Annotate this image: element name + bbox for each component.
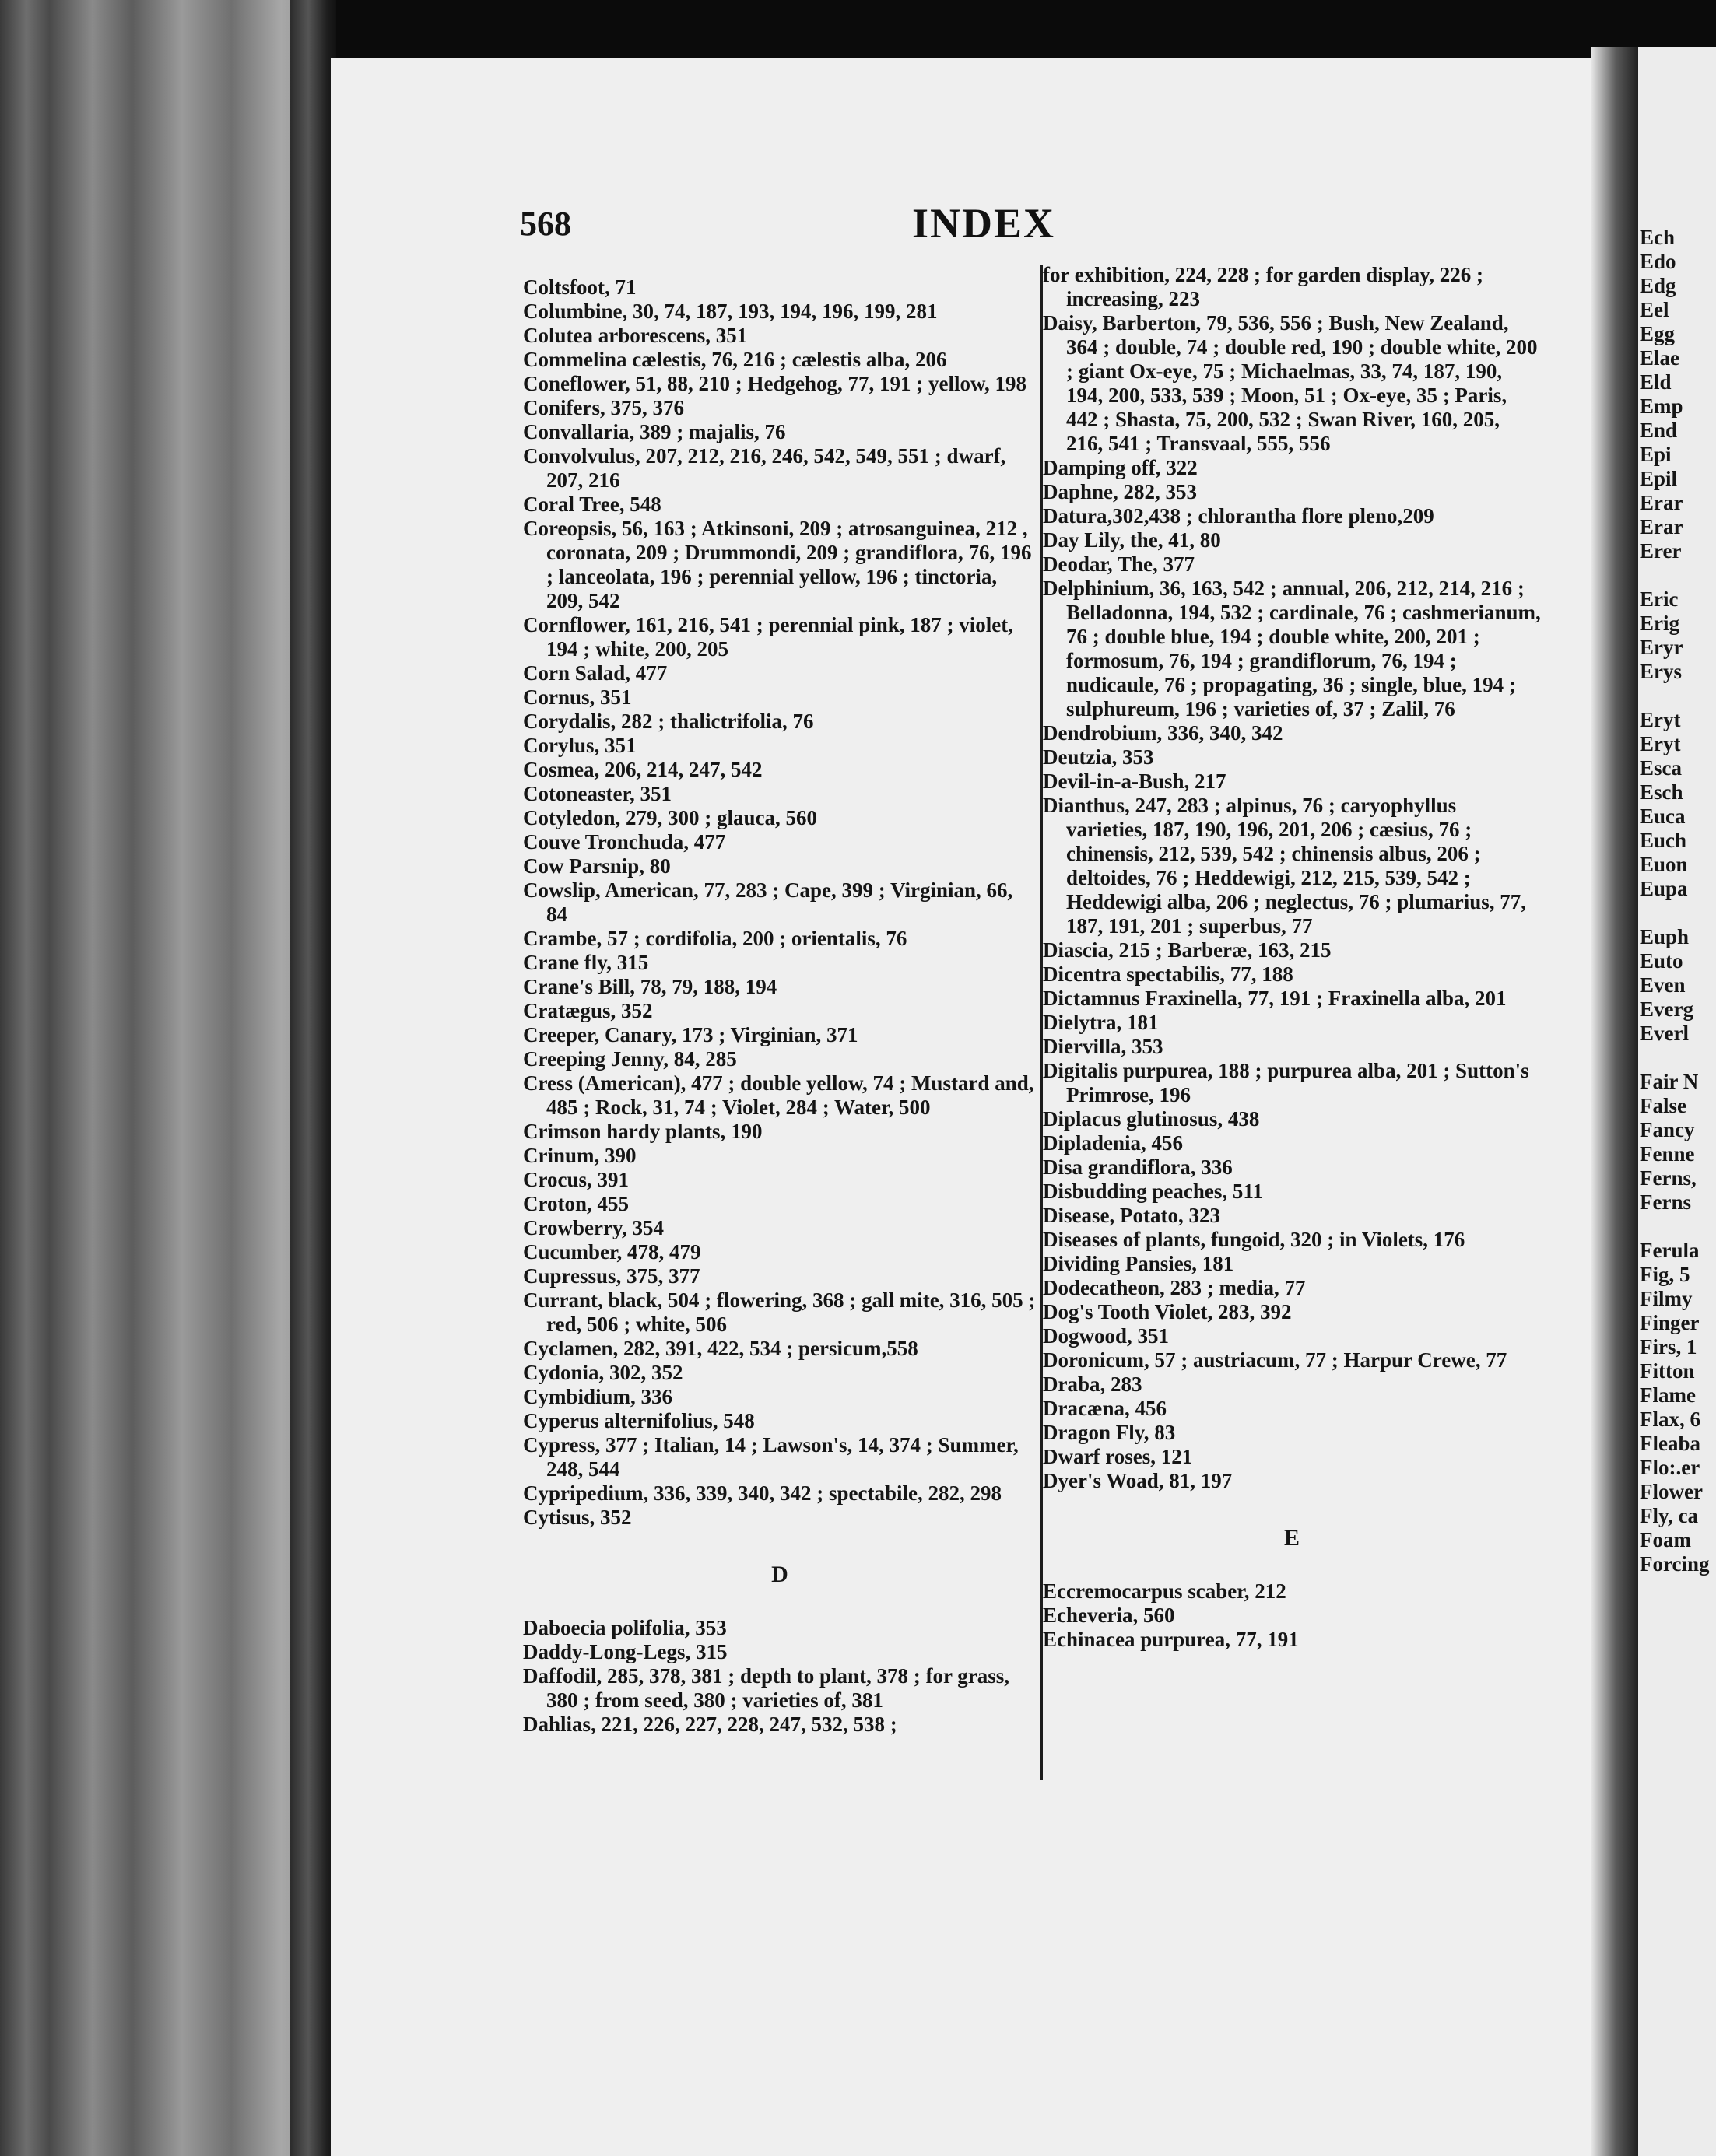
next-page-fragment: Fancy [1640,1118,1695,1141]
index-entry: Dogwood, 351 [1043,1324,1170,1348]
next-page-fragment: Firs, 1 [1640,1335,1697,1358]
index-entry: Cowslip, American, 77, 283 ; Cape, 399 ; Virginian, 66, 84 [523,878,1013,926]
index-entry: Dog's Tooth Violet, 283, 392 [1043,1300,1292,1323]
next-page-edge [1638,47,1716,2156]
index-entry: Croton, 455 [523,1192,630,1215]
index-entry: Cyperus alternifolius, 548 [523,1409,755,1432]
index-entry: Daboecia polifolia, 353 [523,1616,727,1639]
index-entry: Coral Tree, 548 [523,493,661,516]
next-page-fragment: Euph [1640,925,1690,948]
next-page-fragment: Fair N [1640,1070,1699,1093]
next-page-fragment: Epil [1640,467,1678,490]
next-page-fragment: Eel [1640,298,1669,321]
index-entry: Coltsfoot, 71 [523,275,637,299]
index-entry: Crimson hardy plants, 190 [523,1120,763,1143]
next-page-fragment: Eric [1640,587,1679,611]
index-column-right [1043,263,1541,1652]
index-entry: Crane fly, 315 [523,951,649,974]
index-entry: Commelina cælestis, 76, 216 ; cælestis alba, 206 [523,348,947,371]
index-entry: Cypress, 377 ; Italian, 14 ; Lawson's, 14, 374 ; Summer, 248, 544 [523,1433,1019,1481]
next-page-fragment: False [1640,1094,1686,1117]
next-page-fragment: Finger [1640,1311,1700,1334]
index-entry: Echeveria, 560 [1043,1604,1175,1627]
index-entry: Couve Tronchuda, 477 [523,830,726,854]
next-page-fragment: Euch [1640,829,1687,852]
next-page-fragment: Eld [1640,370,1672,394]
index-entry: Echinacea purpurea, 77, 191 [1043,1628,1299,1651]
spine-shadow [290,0,336,2156]
index-entry: Cupressus, 375, 377 [523,1264,700,1288]
index-entry: Colutea arborescens, 351 [523,324,748,347]
index-entry: Dipladenia, 456 [1043,1131,1184,1155]
index-entry: Corn Salad, 477 [523,661,668,685]
next-page-fragment: Eryr [1640,636,1683,659]
index-entry: Daisy, Barberton, 79, 536, 556 ; Bush, New Zealand, 364 ; double, 74 ; double red, 190 ; double white, 200 ; giant Ox-eye, 75 ; Michaelmas, 33, 74, 187, 190, 194, 200, 533, 539 ; Moon, 51 ; Ox-eye, 35 ; Paris, 442 ; Shasta, 75, 200, 532 ; Swan River, 160, 205, 216, 541 ; Transvaal, 555, 556 [1043,311,1538,455]
index-entry: Dwarf roses, 121 [1043,1445,1193,1468]
next-page-fragment: Fleaba [1640,1432,1700,1455]
next-page-fragment: Emp [1640,394,1683,418]
index-entry: Cornflower, 161, 216, 541 ; perennial pink, 187 ; violet, 194 ; white, 200, 205 [523,613,1014,661]
next-page-fragment: Edo [1640,250,1676,273]
index-entry: Cytisus, 352 [523,1506,632,1529]
index-entry: Coneflower, 51, 88, 210 ; Hedgehog, 77, 191 ; yellow, 198 [523,372,1026,395]
index-entry: Diascia, 215 ; Barberæ, 163, 215 [1043,938,1332,962]
next-page-fragment: Ferula [1640,1239,1700,1262]
index-entry: Crane's Bill, 78, 79, 188, 194 [523,975,777,998]
index-entry: Dracæna, 456 [1043,1397,1167,1420]
index-entry: Corydalis, 282 ; thalictrifolia, 76 [523,710,814,733]
index-entry: Daphne, 282, 353 [1043,480,1198,503]
index-entry: Creeping Jenny, 84, 285 [523,1047,737,1071]
next-page-fragment: Esca [1640,756,1682,780]
next-page-fragment: Esch [1640,780,1683,804]
next-page-fragment: Euon [1640,853,1688,876]
index-entry: Dicentra spectabilis, 77, 188 [1043,962,1293,986]
index-entry: Cornus, 351 [523,685,632,709]
index-entry: Deodar, The, 377 [1043,552,1195,576]
index-entry: Cosmea, 206, 214, 247, 542 [523,758,763,781]
next-page-fragment: Erar [1640,491,1683,514]
index-entry: Dodecatheon, 283 ; media, 77 [1043,1276,1306,1299]
index-entry: Eccremocarpus scaber, 212 [1043,1579,1286,1603]
index-entry: Datura,302,438 ; chlorantha flore pleno,209 [1043,504,1434,528]
index-entry: Diervilla, 353 [1043,1035,1163,1058]
next-page-fragment: Euca [1640,805,1686,828]
next-page-fragment: Erar [1640,515,1683,538]
index-entry: Conifers, 375, 376 [523,396,684,419]
next-page-fragment: Flax, 6 [1640,1408,1700,1431]
index-entry: Deutzia, 353 [1043,745,1154,769]
next-page-fragment: Ferns [1640,1190,1691,1214]
next-page-fragment: Edg [1640,274,1676,297]
index-entry: Convallaria, 389 ; majalis, 76 [523,420,786,443]
index-entry: Crocus, 391 [523,1168,630,1191]
index-entry: Dividing Pansies, 181 [1043,1252,1234,1275]
next-page-fragment: Euto [1640,949,1683,973]
index-entry: Dictamnus Fraxinella, 77, 191 ; Fraxinella alba, 201 [1043,987,1507,1010]
next-page-fragment: Elae [1640,346,1679,370]
next-page-fragment: Erig [1640,612,1679,635]
index-entry: Convolvulus, 207, 212, 216, 246, 542, 549, 551 ; dwarf, 207, 216 [523,444,1006,492]
index-entry: Currant, black, 504 ; flowering, 368 ; gall mite, 316, 505 ; red, 506 ; white, 506 [523,1288,1036,1336]
index-entry: Disease, Potato, 323 [1043,1204,1220,1227]
next-page-fragment: Forcing [1640,1552,1710,1576]
next-page-fragment: Eryt [1640,732,1681,755]
next-page-fragment: Epi [1640,443,1672,466]
next-page-fragment: Fenne [1640,1142,1695,1166]
index-entry: Cymbidium, 336 [523,1385,673,1408]
next-page-fragment: Everg [1640,997,1693,1021]
index-entry: Doronicum, 57 ; austriacum, 77 ; Harpur Crewe, 77 [1043,1348,1507,1372]
index-entry: Dragon Fly, 83 [1043,1421,1176,1444]
page-number: 568 [520,205,571,243]
index-entry: Cypripedium, 336, 339, 340, 342 ; spectabile, 282, 298 [523,1481,1002,1505]
next-page-fragment: Fitton [1640,1359,1695,1383]
next-page-fragment: Erys [1640,660,1682,683]
next-page-fragment: Flame [1640,1383,1696,1407]
index-entry: Dahlias, 221, 226, 227, 228, 247, 532, 538 ; [523,1713,897,1736]
index-entry: Digitalis purpurea, 188 ; purpurea alba, 201 ; Sutton's Primrose, 196 [1043,1059,1529,1106]
next-page-fragment: Filmy [1640,1287,1693,1310]
index-entry: Cress (American), 477 ; double yellow, 74 ; Mustard and, 485 ; Rock, 31, 74 ; Violet, 284 ; Water, 500 [523,1071,1034,1119]
index-entry: Corylus, 351 [523,734,637,757]
index-entry: Devil-in-a-Bush, 217 [1043,769,1226,793]
index-entry: for exhibition, 224, 228 ; for garden display, 226 ; increasing, 223 [1043,263,1484,310]
index-entry: Columbine, 30, 74, 187, 193, 194, 196, 199, 281 [523,300,938,323]
index-entry: Disa grandiflora, 336 [1043,1155,1233,1179]
page-title: INDEX [912,200,1056,247]
next-page-fragment: Eupa [1640,877,1688,900]
next-page-fragment: Foam [1640,1528,1691,1551]
next-page-fragment: End [1640,419,1678,442]
index-column-left [523,275,1037,1737]
index-entry: Delphinium, 36, 163, 542 ; annual, 206, 212, 214, 216 ; Belladonna, 194, 532 ; cardinale, 76 ; cashmerianum, 76 ; double blue, 194 ; double white, 200, 201 ; formosum, 76, 194 ; grandiflorum, 76, 194 ; nudicaule, 76 ; propagating, 36 ; single, blue, 194 ; sulphureum, 196 ; varieties of, 37 ; Zalil, 76 [1043,577,1541,720]
section-heading-e: E [1283,1525,1300,1551]
index-entry: Crinum, 390 [523,1144,637,1167]
index-entry: Creeper, Canary, 173 ; Virginian, 371 [523,1023,858,1046]
index-entry: Diplacus glutinosus, 438 [1043,1107,1260,1131]
index-entry: Draba, 283 [1043,1372,1142,1396]
index-entry: Disbudding peaches, 511 [1043,1180,1263,1203]
index-entry: Cow Parsnip, 80 [523,854,671,878]
next-page-fragment: Fly, ca [1640,1504,1698,1527]
next-page-fragment: Erer [1640,539,1682,563]
index-entry: Cyclamen, 282, 391, 422, 534 ; persicum,558 [523,1337,918,1360]
index-entry: Dielytra, 181 [1043,1011,1159,1034]
next-page-fragment: Even [1640,973,1686,997]
index-entry: Crambe, 57 ; cordifolia, 200 ; orientalis, 76 [523,927,907,950]
index-entry: Cotoneaster, 351 [523,782,672,805]
index-entry: Cydonia, 302, 352 [523,1361,683,1384]
next-page-fragment: Flower [1640,1480,1703,1503]
next-page-fragment: Flo:.er [1640,1456,1700,1479]
section-heading-d: D [771,1562,788,1587]
index-entry: Day Lily, the, 41, 80 [1043,528,1221,552]
index-entry: Dendrobium, 336, 340, 342 [1043,721,1283,745]
book-edge-left [0,0,331,2156]
index-entry: Coreopsis, 56, 163 ; Atkinsoni, 209 ; atrosanguinea, 212 , coronata, 209 ; Drummondi, 209 ; grandiflora, 76, 196 ; lanceolata, 196 ; perennial yellow, 196 ; tinctoria, 209, 542 [523,517,1032,612]
index-entry: Crowberry, 354 [523,1216,664,1239]
index-entry: Daffodil, 285, 378, 381 ; depth to plant, 378 ; for grass, 380 ; from seed, 380 ; varieties of, 381 [523,1664,1010,1712]
next-page-fragment: Ech [1640,226,1676,249]
index-entry: Dianthus, 247, 283 ; alpinus, 76 ; caryophyllus varieties, 187, 190, 196, 201, 206 ; cæsius, 76 ; chinensis, 212, 539, 542 ; chinensis albus, 206 ; deltoides, 76 ; Heddewigi, 212, 215, 539, 542 ; Heddewigi alba, 206 ; neglectus, 76 ; plumarius, 77, 187, 191, 201 ; superbus, 77 [1043,794,1527,938]
index-entry: Cucumber, 478, 479 [523,1240,701,1264]
next-page-fragment: Everl [1640,1022,1689,1045]
index-entry: Cotyledon, 279, 300 ; glauca, 560 [523,806,817,829]
next-page-fragment: Egg [1640,322,1676,345]
index-entry: Diseases of plants, fungoid, 320 ; in Violets, 176 [1043,1228,1465,1251]
index-entry: Dyer's Woad, 81, 197 [1043,1469,1233,1492]
index-entry: Cratægus, 352 [523,999,653,1022]
next-page-fragment: Fig, 5 [1640,1263,1690,1286]
next-page-fragment: Eryt [1640,708,1681,731]
index-entry: Damping off, 322 [1043,456,1198,479]
index-entry: Daddy-Long-Legs, 315 [523,1640,728,1663]
next-page-fragment: Ferns, [1640,1166,1697,1190]
